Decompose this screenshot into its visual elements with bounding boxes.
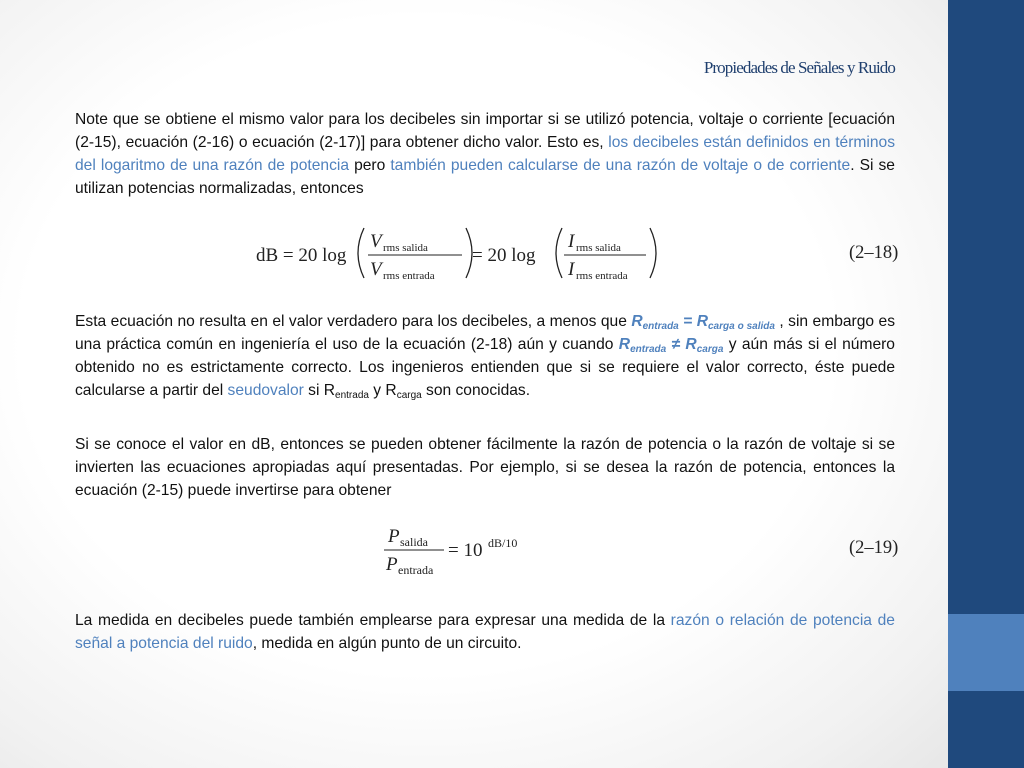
eq1-mid: = 20 log <box>472 245 536 266</box>
equation-number-2-19: (2–19) <box>849 538 899 558</box>
para1-text-3: . Si se utilizan potencias normalizadas, entonces <box>75 157 895 197</box>
paragraph-1 <box>75 108 895 200</box>
para2-text-5: y R <box>368 382 397 399</box>
eq1-i-num: I <box>568 231 575 252</box>
para4-highlight: razón o relación de potencia de señal a potencia del ruido <box>75 612 895 652</box>
eq2-exponent: dB/10 <box>488 536 518 550</box>
eq2-p-num-sub: salida <box>400 535 428 549</box>
para4-text-1: La medida en decibeles puede también emplearse para expresar una medida de la <box>75 612 671 629</box>
eq1-lhs: dB = 20 log <box>256 245 347 266</box>
eq1-paren-open-2 <box>556 228 562 278</box>
eq1-v-num: V <box>370 231 382 252</box>
paragraph-2 <box>75 310 895 402</box>
para2-r3-sub: entrada <box>630 344 667 355</box>
para4-text-2: , medida en algún punto de un circuito. <box>252 635 522 652</box>
eq2-rhs: = 10 <box>448 540 483 561</box>
para2-text-3: y aún más si el número obtenido no es estrictamente correcto. Los ingenieros entienden que si se requiere el valor correcto, éste puede calcularse a partir del <box>75 336 895 399</box>
para2-s2-sub: carga <box>396 390 422 401</box>
para2-r1: R <box>631 313 643 330</box>
para2-r2-sub: carga o salida <box>708 321 775 332</box>
paragraph-4 <box>75 609 895 655</box>
para2-r-entrada <box>631 313 775 330</box>
paragraph-3: Si se conoce el valor en dB, entonces se pueden obtener fácilmente la razón de potencia o la razón de voltaje si se invierten las ecuaciones apropiadas aquí presentadas. Por ejemplo, si se desea la razón de potencia, entonces la ecuación (2-15) puede invertirse para obtener <box>75 436 895 499</box>
equation-2-19 <box>378 520 538 580</box>
eq1-i-den: I <box>568 259 575 280</box>
eq2-p-den-sub: entrada <box>398 563 434 577</box>
para2-r3: R <box>618 336 631 353</box>
para2-text-1: Esta ecuación no resulta en el valor verdadero para los decibeles, a menos que <box>75 313 632 330</box>
para1-highlight-1: los decibeles están definidos en términos del logaritmo de una razón de potencia <box>75 134 895 174</box>
para2-neq: ≠ R <box>666 336 697 353</box>
equation-2-18 <box>250 222 670 284</box>
para2-text-4: si R <box>303 382 336 399</box>
para1-highlight-2: también pueden calcularse de una razón de voltaje o de corriente <box>390 157 851 174</box>
eq1-i-num-sub: rms salida <box>576 242 621 254</box>
para2-text-6: son conocidas. <box>421 382 531 399</box>
eq1-v-den: V <box>370 259 382 280</box>
para2-text-2: , sin embargo es una práctica común en ingeniería el uso de la ecuación (2-18) aún y cuando <box>75 313 895 353</box>
para2-eq: = R <box>678 313 708 330</box>
sidebar-light-block <box>948 614 1024 691</box>
eq2-p-den: P <box>386 554 398 575</box>
eq1-v-num-sub: rms salida <box>383 242 428 254</box>
para1-text-2: pero <box>349 157 391 174</box>
para2-r1-sub: entrada <box>642 321 679 332</box>
eq1-paren-close-2 <box>650 228 656 278</box>
eq1-paren-open-1 <box>358 228 364 278</box>
para1-text-1: Note que se obtiene el mismo valor para los decibeles sin importar si se utilizó potencia, voltaje o corriente [ecuación (2-15), ecuación (2-16) o ecuación (2-17)] para obtener dicho valor. Esto es, <box>75 111 895 151</box>
para2-s1-sub: entrada <box>335 390 369 401</box>
para2-r4-sub: carga <box>696 344 724 355</box>
para2-highlight-seudovalor: seudovalor <box>227 382 304 399</box>
equation-number-2-18: (2–18) <box>849 243 899 263</box>
eq1-i-den-sub: rms entrada <box>576 270 628 282</box>
para2-r-neq <box>619 336 724 353</box>
eq2-p-num: P <box>388 526 400 547</box>
eq1-v-den-sub: rms entrada <box>383 270 435 282</box>
slide-title: Propiedades de Señales y Ruido <box>703 58 895 77</box>
